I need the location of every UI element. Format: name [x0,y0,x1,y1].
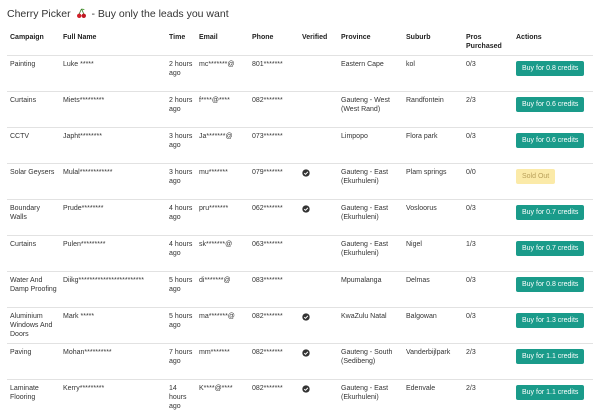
buy-lead-button[interactable]: Buy for 0.6 credits [516,97,584,112]
pros-purchased-cell: 0/0 [463,164,513,200]
table-row [7,236,593,272]
verified-cell [299,92,338,128]
verified-cell [299,200,338,236]
phone-cell: 079******* [249,164,299,200]
province-cell: Gauteng - East (Ekurhuleni) [338,164,403,200]
verified-cell [299,164,338,200]
pros-purchased-cell: 0/3 [463,200,513,236]
phone-cell: 083******* [249,272,299,308]
col-phone: Phone [252,34,274,41]
campaign-cell: Painting [7,56,60,92]
pros-purchased-cell: 0/3 [463,272,513,308]
suburb-cell: Plam springs [403,164,463,200]
col-campaign: Campaign [10,34,44,41]
phone-cell: 082******* [249,308,299,344]
full-name-cell: Japht******** [60,128,166,164]
phone-cell: 063******* [249,236,299,272]
campaign-cell: Aluminium Windows And Doors [7,308,60,344]
verified-cell [299,128,338,164]
pros-purchased-cell: 2/3 [463,344,513,380]
campaign-cell: Curtains [7,236,60,272]
table-row [7,344,593,380]
verified-cell [299,344,338,380]
province-cell: KwaZulu Natal [338,308,403,344]
sold-out-button: Sold Out [516,169,555,184]
full-name-cell: Prude******** [60,200,166,236]
phone-cell: 082******* [249,380,299,416]
province-cell: Limpopo [338,128,403,164]
phone-cell: 062******* [249,200,299,236]
pros-purchased-cell: 0/3 [463,308,513,344]
pros-purchased-cell: 2/3 [463,92,513,128]
email-cell: mc*******@ [196,56,249,92]
table-row [7,380,593,416]
phone-cell: 082******* [249,92,299,128]
suburb-cell: Nigel [403,236,463,272]
suburb-cell: Randfontein [403,92,463,128]
actions-cell [513,380,593,416]
email-cell: mu******* [196,164,249,200]
suburb-cell: Vanderbijlpark [403,344,463,380]
title-left: Cherry Picker [7,8,71,20]
province-cell: Gauteng - West (West Rand) [338,92,403,128]
campaign-cell: Curtains [7,92,60,128]
col-suburb: Suburb [406,34,431,41]
full-name-cell: Mulal************ [60,164,166,200]
actions-cell [513,272,593,308]
full-name-cell: Luke ***** [60,56,166,92]
verified-cell [299,236,338,272]
table-header [7,33,593,56]
time-cell: 5 hours ago [166,272,196,308]
col-verified: Verified [302,34,328,41]
pros-purchased-cell: 2/3 [463,380,513,416]
suburb-cell: kol [403,56,463,92]
full-name-cell: Pulen********* [60,236,166,272]
time-cell: 3 hours ago [166,164,196,200]
buy-lead-button[interactable]: Buy for 0.8 credits [516,61,584,76]
actions-cell [513,236,593,272]
email-cell: sk*******@ [196,236,249,272]
time-cell: 4 hours ago [166,236,196,272]
time-cell: 5 hours ago [166,308,196,344]
verified-cell [299,380,338,416]
col-email: Email [199,34,218,41]
table-row [7,272,593,308]
email-cell: pru******* [196,200,249,236]
verified-check-icon [302,313,310,321]
pros-purchased-cell: 1/3 [463,236,513,272]
pros-purchased-cell: 0/3 [463,56,513,92]
buy-lead-button[interactable]: Buy for 1.3 credits [516,313,584,328]
actions-cell [513,56,593,92]
suburb-cell: Delmas [403,272,463,308]
province-cell: Gauteng - East (Ekurhuleni) [338,236,403,272]
table-row [7,128,593,164]
campaign-cell: Water And Damp Proofing [7,272,60,308]
time-cell: 3 hours ago [166,128,196,164]
province-cell: Gauteng - South (Sedibeng) [338,344,403,380]
phone-cell: 082******* [249,344,299,380]
province-cell: Gauteng - East (Ekurhuleni) [338,200,403,236]
buy-lead-button[interactable]: Buy for 1.1 credits [516,349,584,364]
province-cell: Mpumalanga [338,272,403,308]
table-row [7,164,593,200]
col-pros-purchased: Pros Purchased [466,34,502,50]
buy-lead-button[interactable]: Buy for 0.7 credits [516,241,584,256]
suburb-cell: Edenvale [403,380,463,416]
email-cell: K****@**** [196,380,249,416]
time-cell: 14 hours ago [166,380,196,416]
verified-check-icon [302,169,310,177]
time-cell: 4 hours ago [166,200,196,236]
time-cell: 2 hours ago [166,56,196,92]
verified-cell [299,308,338,344]
suburb-cell: Vosloorus [403,200,463,236]
campaign-cell: Paving [7,344,60,380]
verified-cell [299,272,338,308]
page-title [7,7,593,21]
campaign-cell: CCTV [7,128,60,164]
campaign-cell: Laminate Flooring [7,380,60,416]
buy-lead-button[interactable]: Buy for 1.1 credits [516,385,584,400]
buy-lead-button[interactable]: Buy for 0.8 credits [516,277,584,292]
verified-check-icon [302,385,310,393]
full-name-cell: Mohan********** [60,344,166,380]
email-cell: mm******* [196,344,249,380]
col-province: Province [341,34,371,41]
actions-cell [513,200,593,236]
email-cell: f****@**** [196,92,249,128]
title-right: - Buy only the leads you want [91,8,229,20]
full-name-cell: Mark ***** [60,308,166,344]
table-row [7,200,593,236]
phone-cell: 801******* [249,56,299,92]
verified-check-icon [302,349,310,357]
table-row [7,56,593,92]
full-name-cell: Diikg************************ [60,272,166,308]
col-time: Time [169,34,186,41]
actions-cell [513,92,593,128]
buy-lead-button[interactable]: Buy for 0.6 credits [516,133,584,148]
actions-cell [513,344,593,380]
time-cell: 7 hours ago [166,344,196,380]
province-cell: Gauteng - East (Ekurhuleni) [338,380,403,416]
phone-cell: 073******* [249,128,299,164]
email-cell: Ja*******@ [196,128,249,164]
suburb-cell: Flora park [403,128,463,164]
actions-cell [513,164,593,200]
pros-purchased-cell: 0/3 [463,128,513,164]
leads-table [7,33,593,416]
table-row [7,92,593,128]
actions-cell [513,128,593,164]
campaign-cell: Solar Geysers [7,164,60,200]
time-cell: 2 hours ago [166,92,196,128]
cherry-icon [76,8,87,23]
suburb-cell: Balgowan [403,308,463,344]
email-cell: ma*******@ [196,308,249,344]
verified-cell [299,56,338,92]
table-row [7,308,593,344]
province-cell: Eastern Cape [338,56,403,92]
col-actions: Actions [516,34,542,41]
verified-check-icon [302,205,310,213]
actions-cell [513,308,593,344]
buy-lead-button[interactable]: Buy for 0.7 credits [516,205,584,220]
email-cell: di*******@ [196,272,249,308]
full-name-cell: Miets********* [60,92,166,128]
full-name-cell: Kerry********* [60,380,166,416]
col-full-name: Full Name [63,34,97,41]
campaign-cell: Boundary Walls [7,200,60,236]
